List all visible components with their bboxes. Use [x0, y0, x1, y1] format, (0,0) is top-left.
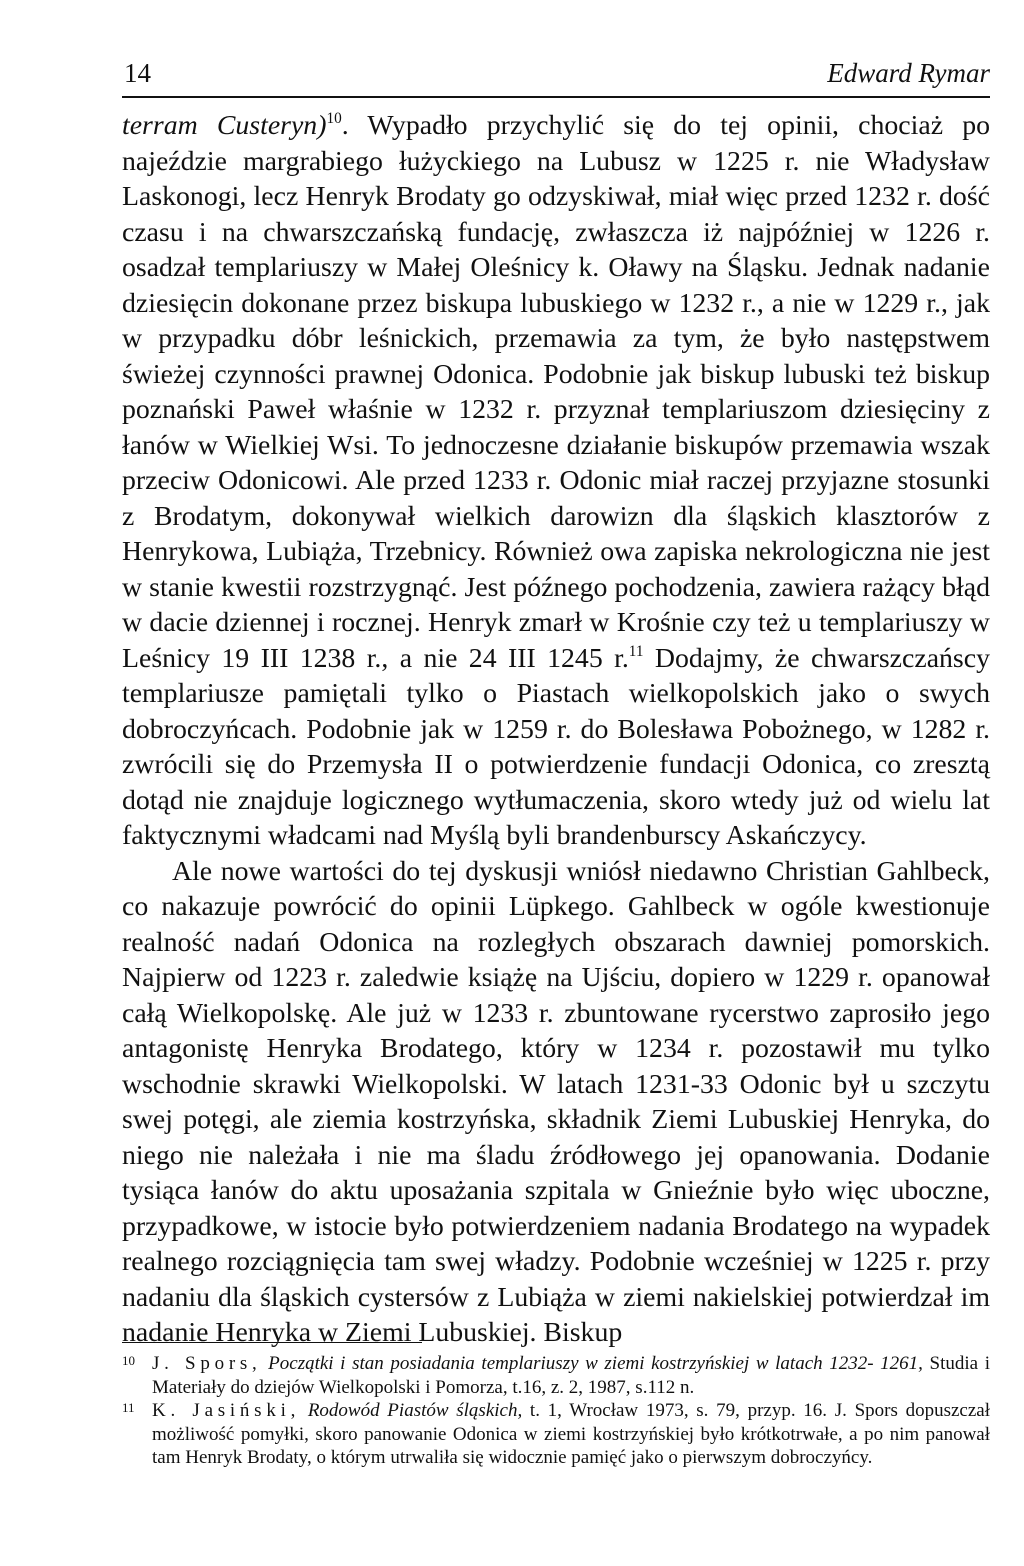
footnote-author: K. Jasiński, [152, 1400, 301, 1421]
paragraph-1 [122, 108, 990, 854]
paragraph-1-text-b: Dodajmy, że chwarszczańscy templariusze pamiętali tylko o Piastach wielkopolskich jako o swych dobroczyńcach. Podobnie jak w 1259 r. do Bolesława Pobożnego, w 1282 r. zwrócili się do Przemysła II o potwierdzenie fundacji Odonica, co zresztą dotąd nie znajduje logicznego wytłumaczenia, skoro wtedy już od wielu lat faktycznymi władcami nad Myślą byli brandenburscy Askańczycy. [122, 642, 990, 851]
footnote-separator [122, 1342, 422, 1343]
paragraph-1-text-a: . Wypadło przychylić się do tej opinii, chociaż po najeździe margrabiego łużyckiego na Lubusz w 1225 r. nie Władysław Laskonogi, lecz Henryk Brodaty go odzyskiwał, miał więc przed 1232 r. dość czasu i na chwarszczańską fundację, zwłaszcza iż najpóźniej w 1226 r. osadzał templariuszy w Małej Oleśnicy k. Oławy na Śląsku. Jednak nadanie dziesięcin dokonane przez biskupa lubuskiego w 1232 r., a nie w 1229 r., jak w przypadku dóbr leśnickich, przemawia za tym, że było następstwem świeżej czynności prawnej Odonica. Podobnie jak biskup lubuski też biskup poznański Paweł właśnie w 1232 r. przyznał templariuszom dziesięciny z łanów w Wielkiej Wsi. To jednoczesne działanie biskupów przemawia wszak przeciw Odonicowi. Ale przed 1233 r. Odonic miał raczej przyjazne stosunki z Brodatym, dokonywał wielkich darowizn dla śląskich klasztorów z Henrykowa, Lubiąża, Trzebnicy. Również owa zapiska nekrologiczna nie jest w stanie kwestii rozstrzygnąć. Jest późnego pochodzenia, zawiera rażący błąd w dacie dziennej i rocznej. Henryk zmarł w Krośnie czy też u templariuszy w Leśnicy 19 III 1238 r., a nie 24 III 1245 r. [122, 110, 990, 674]
paragraph-2: Ale nowe wartości do tej dyskusji wniósł niedawno Christian Gahlbeck, co nakazuje powrócić do opinii Lüpkego. Gahlbeck w ogóle kwestionuje realność nadań Odonica na rozległych obszarach dawniej pomorskich. Najpierw od 1223 r. zaledwie książę na Ujściu, dopiero w 1229 r. opanował całą Wielkopolskę. Ale już w 1233 r. zbuntowane rycerstwo zaprosiło jego antagonistę Henryka Brodatego, który w 1234 r. pozostawił mu tylko wschodnie skrawki Wielkopolski. W latach 1231-33 Odonic był u szczytu swej potęgi, ale ziemia kostrzyńska, składnik Ziemi Lubuskiej Henryka, do niego nie należała i nie ma śladu źródłowego jej opanowania. Dodanie tysiąca łanów do aktu uposażania szpitala w Gnieźnie było więc uboczne, przypadkowe, w istocie było potwierdzeniem nadania Brodatego na wypadek realnego rozciągnięcia tam swej władzy. Podobnie wcześniej w 1225 r. przy nadaniu dla śląskich cystersów z Lubiąża w ziemi nakielskiej potwierdzał im nadanie Henryka w Ziemi Lubuskiej. Biskup [122, 855, 990, 1348]
footnote-ref-10[interactable]: 10 [326, 110, 342, 128]
footnote-number: 11 [122, 1400, 135, 1415]
footnote-details: t. 1, Wrocław 1973, s. 79, przyp. 16. J. Spors dopuszczał możliwość pomyłki, skoro panowanie Odonica w ziemi kostrzyńskiej było krótkotrwałe, a po nim panował tam Henryk Brodaty, o którym utrwaliła się widocznie pamięć jako o pierwszym dobroczyńcy. [152, 1400, 991, 1468]
page-number: 14 [124, 58, 151, 88]
footnote-details: Studia i Materiały do dziejów Wielkopolski i Pomorza, t.16, z. 2, 1987, s.112 n. [152, 1353, 990, 1398]
footnote-number: 10 [122, 1353, 135, 1368]
page-header [122, 56, 990, 98]
latin-phrase: terram Custeryn) [122, 110, 327, 141]
footnotes [122, 1352, 990, 1470]
footnote-title: Rodowód Piastów śląskich, [307, 1400, 523, 1421]
running-head: Edward Rymar [827, 58, 990, 88]
footnote-title: Początki i stan posiadania templariuszy w ziemi kostrzyńskiej w latach 1232- 1261, [268, 1353, 923, 1374]
footnote-ref-11[interactable]: 11 [628, 642, 644, 660]
footnote-10 [122, 1352, 990, 1399]
main-text [122, 108, 990, 1351]
footnote-author: J. Spors, [152, 1353, 262, 1374]
footnote-11 [122, 1399, 990, 1470]
